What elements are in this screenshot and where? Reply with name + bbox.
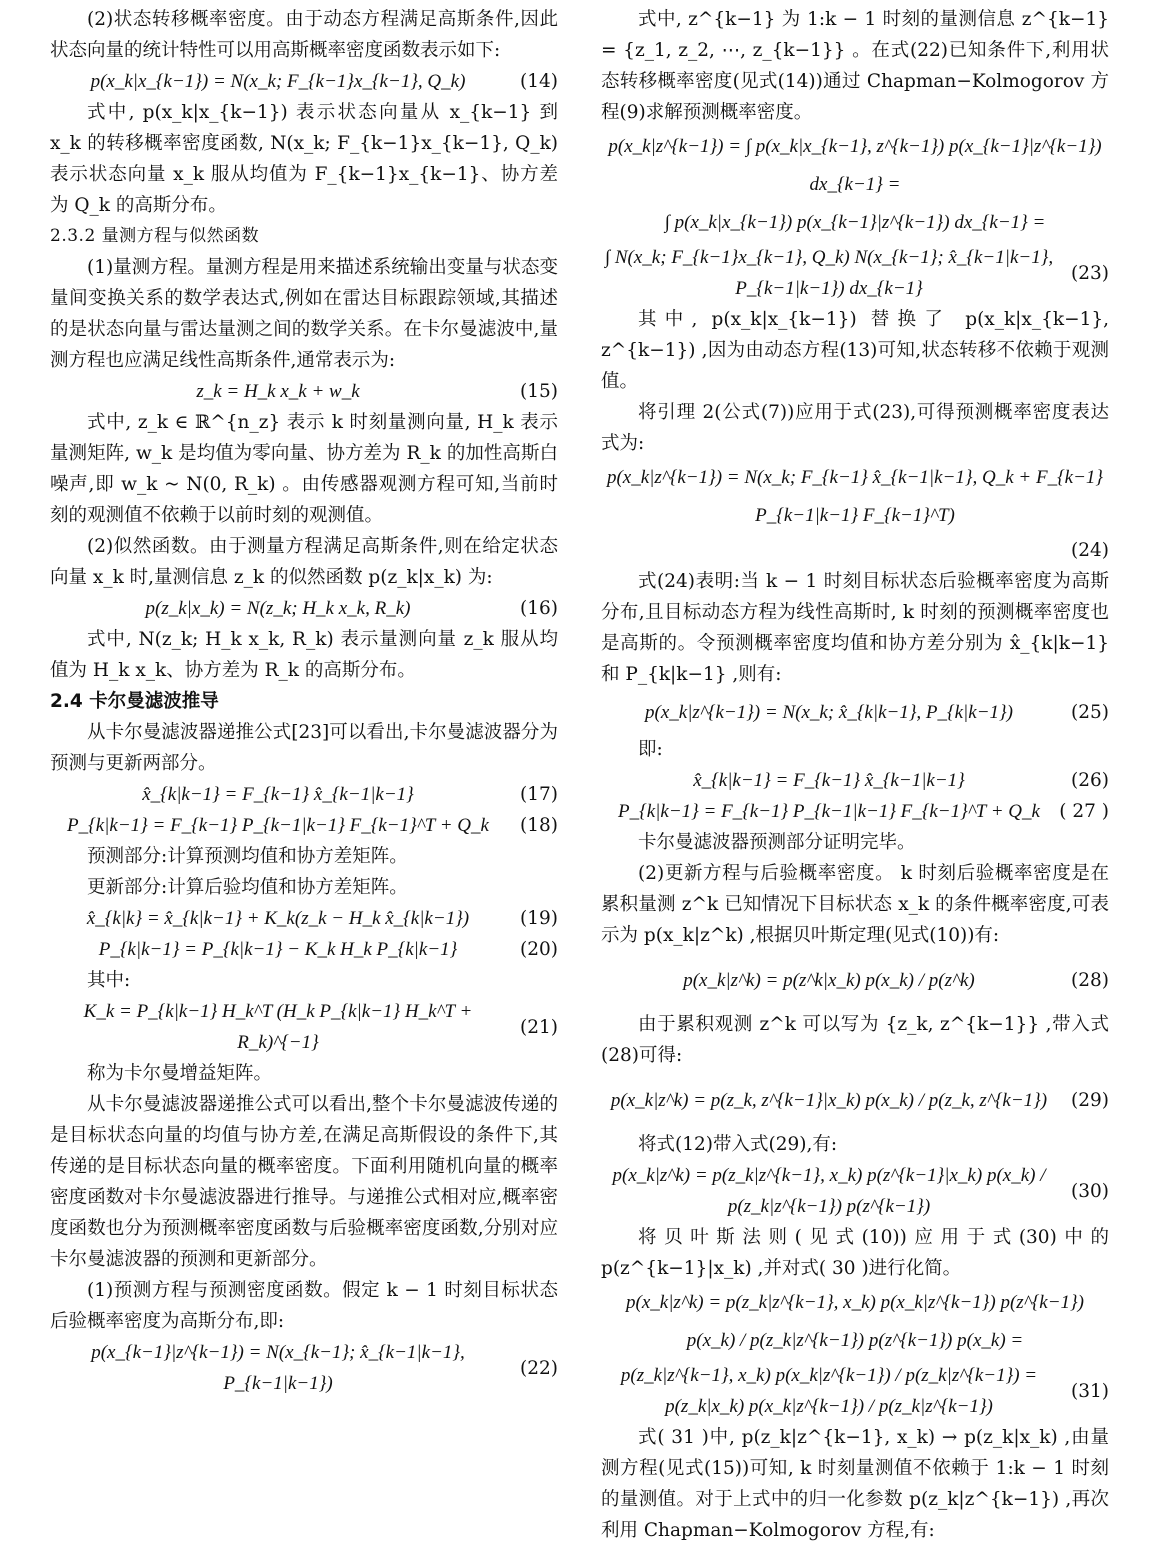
equation-expression: z_k = H_k x_k + w_k [196,381,360,402]
equation-31 [601,1360,1109,1422]
equation-24-expression: p(x_k|z^{k−1}) = N(x_k; F_{k−1} x̂_{k−1|k−1}, Q_k + F_{k−1} P_{k−1|k−1} F_{k−1}^T) [606,467,1104,526]
equation-21 [50,996,558,1058]
equation-15 [50,376,558,407]
paragraph: (1)量测方程。量测方程是用来描述系统输出变量与状态变量间变换关系的数学表达式,例如在雷达目标跟踪领域,其描述的是状态向量与雷达量测之间的数学关系。在卡尔曼滤波中,量测方程也应满足线性高斯条件,通常表示为: [50,257,558,371]
equation-30 [601,1160,1109,1222]
paragraph: (2)状态转移概率密度。由于动态方程满足高斯条件,因此状态向量的统计特性可以用高斯概率密度函数表示如下: [50,9,558,61]
equation-number: (23) [1071,262,1109,284]
equation-number: (18) [520,815,558,836]
equation-16 [50,593,558,624]
paragraph: 即: [638,739,663,760]
equation-expression: x̂_{k|k−1} = F_{k−1} x̂_{k−1|k−1} [693,770,965,791]
equation-expression: p(x_k|x_{k−1}) = N(x_k; F_{k−1}x_{k−1}, Q_k) [90,71,466,92]
equation-expression: p(z_k|x_k) = N(z_k; H_k x_k, R_k) [145,598,411,619]
equation-expression: p(x_{k−1}|z^{k−1}) = N(x_{k−1}; x̂_{k−1|k−1}, P_{k−1|k−1}) [91,1342,465,1394]
equation-number: (16) [520,598,558,619]
equation-number: ( 27 ) [1059,801,1109,822]
paragraph: 式中, z^{k−1} 为 1:k − 1 时刻的量测信息 z^{k−1} = {z_1, z_2, ⋯, z_{k−1}} 。在式(22)已知条件下,利用状态转移概率密度(见式(14))通过 Chapman−Kolmogorov 方程(9)求解预测概率密度。 [601,9,1109,123]
paragraph: 式中, p(x_k|x_{k−1}) 表示状态向量从 x_{k−1} 到 x_k 的转移概率密度函数, N(x_k; F_{k−1}x_{k−1}, Q_k) 表示状态向量 x_k 服从均值为 F_{k−1}x_{k−1}、协方差为 Q_k 的高斯分布。 [50,102,558,216]
equation-number: (17) [520,784,558,805]
paragraph: 从卡尔曼滤波器递推公式[23]可以看出,卡尔曼滤波器分为预测与更新两部分。 [50,722,558,774]
equation-number: (21) [520,1016,558,1038]
equation-26 [601,765,1109,796]
equation-25 [601,690,1109,734]
paragraph: 卡尔曼滤波器预测部分证明完毕。 [638,832,916,853]
paragraph: 将贝叶斯法则(见式(10))应用于式(30)中的 p(z^{k−1}|x_k) ,并对式( 30 )进行化简。 [601,1227,1109,1279]
equation-23-line-1: p(x_k|z^{k−1}) = ∫ p(x_k|x_{k−1}, z^{k−1}) p(x_{k−1}|z^{k−1}) dx_{k−1} = [608,136,1102,195]
paragraph: (2)更新方程与后验概率密度。 k 时刻后验概率密度是在累积量测 z^k 已知情况下目标状态 x_k 的条件概率密度,可表示为 p(x_k|z^k) ,根据贝叶斯定理(见式(10))有: [601,863,1109,946]
equation-expression: ∫ N(x_k; F_{k−1}x_{k−1}, Q_k) N(x_{k−1}; x̂_{k−1|k−1}, P_{k−1|k−1}) dx_{k−1} [604,247,1054,299]
paragraph: 由于累积观测 z^k 可以写为 {z_k, z^{k−1}} ,带入式(28)可得: [601,1014,1109,1066]
equation-number: (24) [1071,540,1109,561]
left-column [50,4,558,1399]
paragraph: 从卡尔曼滤波器递推公式可以看出,整个卡尔曼滤波传递的是目标状态向量的均值与协方差,在满足高斯假设的条件下,其传递的是目标状态向量的概率密度。下面利用随机向量的概率密度函数对卡尔曼滤波器进行推导。与递推公式相对应,概率密度函数也分为预测概率密度函数与后验概率密度函数,分别对应卡尔曼滤波器的预测和更新部分。 [50,1094,558,1270]
equation-expression: p(x_k|z^k) = p(z^k|x_k) p(x_k) / p(z^k) [683,969,975,991]
equation-17 [50,779,558,810]
equation-23-line-2: ∫ p(x_k|x_{k−1}) p(x_{k−1}|z^{k−1}) dx_{k−1} = [664,212,1046,233]
equation-expression: p(x_k|z^k) = p(z_k, z^{k−1}|x_k) p(x_k) / p(z_k, z^{k−1}) [610,1089,1048,1111]
equation-number: (29) [1071,1089,1109,1111]
paragraph: 其中, p(x_k|x_{k−1}) 替换了 p(x_k|x_{k−1}, z^{k−1}) ,因为由动态方程(13)可知,状态转移不依赖于观测值。 [601,309,1109,392]
paragraph: 其中: [87,970,131,991]
equation-27 [601,796,1109,827]
equation-14 [50,66,558,97]
paragraph: 式中, N(z_k; H_k x_k, R_k) 表示量测向量 z_k 服从均值为 H_k x_k、协方差为 R_k 的高斯分布。 [50,629,558,681]
paragraph: 式中, z_k ∈ ℝ^{n_z} 表示 k 时刻量测向量, H_k 表示量测矩阵, w_k 是均值为零向量、协方差为 R_k 的加性高斯白噪声,即 w_k ~ N(0, R_k) 。由传感器观测方程可知,当前时刻的观测值不依赖于以前时刻的观测值。 [50,412,558,526]
equation-29 [601,1071,1109,1129]
equation-expression: p(x_k|z^k) = p(z_k|z^{k−1}, x_k) p(z^{k−1}|x_k) p(x_k) / p(z_k|z^{k−1}) p(z^{k−1}) [612,1165,1046,1217]
equation-24-number-line [601,535,1109,566]
paragraph: 将式(12)带入式(29),有: [638,1134,838,1155]
equation-23 [601,242,1109,304]
equation-expression: K_k = P_{k|k−1} H_k^T (H_k P_{k|k−1} H_k^T + R_k)^{−1} [83,1001,473,1053]
equation-18 [50,810,558,841]
equation-expression: x̂_{k|k−1} = F_{k−1} x̂_{k−1|k−1} [142,784,414,805]
equation-number: (26) [1071,770,1109,791]
equation-31-line-1: p(x_k|z^k) = p(z_k|z^{k−1}, x_k) p(x_k|z^{k−1}) p(z^{k−1}) p(x_k) / p(z_k|z^{k−1}) p(z^{k−1}) p(x_k) = [626,1292,1084,1351]
equation-number: (31) [1071,1380,1109,1402]
section-heading: 2.4 卡尔曼滤波推导 [50,691,219,712]
paragraph: 预测部分:计算预测均值和协方差矩阵。 [87,846,408,867]
equation-number: (25) [1071,701,1109,723]
equation-28 [601,951,1109,1009]
equation-expression: P_{k|k−1} = P_{k|k−1} − K_k H_k P_{k|k−1} [98,939,458,960]
subsection-heading: 2.3.2 量测方程与似然函数 [50,226,260,246]
equation-22 [50,1337,558,1399]
equation-number: (20) [520,939,558,960]
equation-number: (19) [520,908,558,929]
paragraph: 更新部分:计算后验均值和协方差矩阵。 [87,877,408,898]
paragraph: 称为卡尔曼增益矩阵。 [87,1063,273,1084]
equation-number: (14) [520,71,558,92]
equation-number: (28) [1071,969,1109,991]
paragraph: (1)预测方程与预测密度函数。假定 k − 1 时刻目标状态后验概率密度为高斯分布,即: [50,1280,558,1332]
paragraph: 式( 31 )中, p(z_k|z^{k−1}, x_k) → p(z_k|x_k) ,由量测方程(见式(15))可知, k 时刻量测值不依赖于 1:k − 1 时刻的量测值。对于上式中的归一化参数 p(z_k|z^{k−1}) ,再次利用 Chapman−Kolmogorov 方程,有: [601,1427,1109,1541]
paragraph: 将引理 2(公式(7))应用于式(23),可得预测概率密度表达式为: [601,402,1109,454]
equation-20 [50,934,558,965]
equation-number: (15) [520,381,558,402]
equation-number: (30) [1071,1180,1109,1202]
equation-19 [50,903,558,934]
equation-expression: p(z_k|z^{k−1}, x_k) p(x_k|z^{k−1}) / p(z_k|z^{k−1}) = p(z_k|x_k) p(x_k|z^{k−1}) / p(z_k|z^{k−1}) [620,1365,1038,1417]
equation-number: (22) [520,1357,558,1379]
equation-expression: P_{k|k−1} = F_{k−1} P_{k−1|k−1} F_{k−1}^T + Q_k [618,801,1040,822]
right-column [601,4,1109,1546]
equation-expression: x̂_{k|k} = x̂_{k|k−1} + K_k(z_k − H_k x̂_{k|k−1}) [86,908,470,929]
equation-expression: P_{k|k−1} = F_{k−1} P_{k−1|k−1} F_{k−1}^T + Q_k [67,815,489,836]
paragraph: 式(24)表明:当 k − 1 时刻目标状态后验概率密度为高斯分布,且目标动态方程为线性高斯时, k 时刻的预测概率密度也是高斯的。令预测概率密度均值和协方差分别为 x̂_{k|k−1} 和 P_{k|k−1} ,则有: [601,571,1109,685]
paragraph: (2)似然函数。由于测量方程满足高斯条件,则在给定状态向量 x_k 时,量测信息 z_k 的似然函数 p(z_k|x_k) 为: [50,536,558,588]
equation-expression: p(x_k|z^{k−1}) = N(x_k; x̂_{k|k−1}, P_{k|k−1}) [645,701,1013,723]
